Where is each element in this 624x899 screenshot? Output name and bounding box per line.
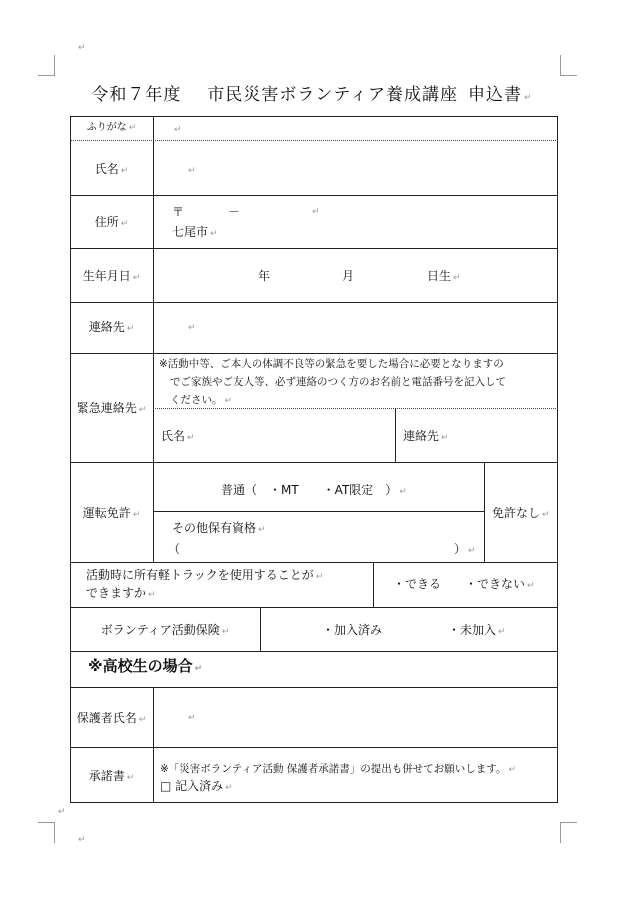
return-mark: ↵ [524,93,533,103]
consent-label: 承諾書 ↵ [88,769,135,783]
contact-label: 連絡先 ↵ [88,320,135,334]
row-divider [70,302,558,303]
insurance-col-divider [260,607,261,651]
row-divider [70,687,558,688]
row-divider [70,651,558,652]
postal-dash: － [228,205,241,219]
name-label: 氏名 ↵ [94,162,129,176]
license-divider [153,511,484,512]
title-year: 令和７年度 [91,85,182,105]
row-divider [70,607,558,608]
address-field[interactable]: 〒 － ↵ 七尾市 ↵ [172,205,320,239]
name-field[interactable] [186,161,546,183]
birthdate-day: 日生 ↵ [427,269,461,283]
return-mark: ↵ [58,807,66,817]
return-mark: ↵ [78,43,86,53]
insurance-label: ボランティア活動保険 ↵ [100,623,230,637]
return-mark: ↵ [174,125,182,135]
license-none-option[interactable]: 免許なし ↵ [492,506,550,520]
emergency-note: ※活動中等、ご本人の体調不良等の緊急を要した場合に必要となりますの でご家族やご友人等、必ず連絡のつく方のお名前と電話番号を記入して ください。 ↵ [159,358,506,406]
crop-mark-bottom-left [38,822,55,843]
title-name: 市民災害ボランティア養成講座 [207,85,459,105]
birthdate-year: 年 [258,269,271,283]
license-other-label: その他保有資格 ↵ [172,521,266,535]
crop-mark-top-right [560,55,577,76]
truck-col-divider [373,562,374,607]
furigana-field[interactable] [172,120,552,138]
address-city: 七尾市 [172,225,209,239]
return-mark: ↵ [78,835,86,845]
postal-symbol: 〒 [172,205,185,219]
emergency-col-divider [395,408,396,462]
contact-field[interactable] [186,318,546,340]
row-divider [70,353,558,354]
row-divider [70,195,558,196]
furigana-divider [70,140,558,141]
title-suffix: 申込書 [468,85,523,105]
truck-question: 活動時に所有軽トラックを使用することが ↵ できますか ↵ [86,568,324,600]
insurance-joined-option[interactable]: ・加入済み [322,623,383,637]
consent-checkbox[interactable]: □ 記入済み ↵ [160,779,233,793]
emergency-contact-field[interactable]: 連絡先 ↵ [403,429,449,443]
guardian-name-field[interactable] [186,708,546,730]
emergency-label: 緊急連絡先 ↵ [76,401,147,415]
emergency-name-field[interactable]: 氏名 ↵ [161,429,195,443]
label-divider [153,116,154,562]
birthdate-label: 生年月日 ↵ [82,269,141,283]
license-other-field[interactable]: （ ） ↵ [168,542,476,556]
return-mark: ↵ [188,323,196,333]
guardian-label: 保護者氏名 ↵ [76,711,147,725]
truck-options[interactable]: ・できる ・できない ↵ [393,577,535,591]
return-mark: ↵ [312,207,320,217]
row-divider [70,747,558,748]
license-label: 運転免許 ↵ [82,506,141,520]
consent-note: ※「災害ボランティア活動 保護者承諾書」の提出も併せてお願いします。 ↵ [160,763,517,775]
row-divider [70,248,558,249]
license-col-divider [484,462,485,562]
highschool-heading: ※高校生の場合 ↵ [88,657,203,675]
furigana-label: ふりがな ↵ [86,122,137,133]
return-mark: ↵ [188,166,196,176]
return-mark: ↵ [188,713,196,723]
row-divider [70,562,558,563]
birthdate-month: 月 [342,269,355,283]
insurance-not-joined-option[interactable]: ・未加入 ↵ [448,623,506,637]
address-label: 住所 ↵ [94,215,129,229]
crop-mark-top-left [38,55,55,76]
license-standard[interactable]: 普通（ ・MT ・AT限定 ） ↵ [221,483,407,497]
label-divider [153,687,154,803]
page-title [0,83,624,110]
crop-mark-bottom-right [560,822,577,843]
